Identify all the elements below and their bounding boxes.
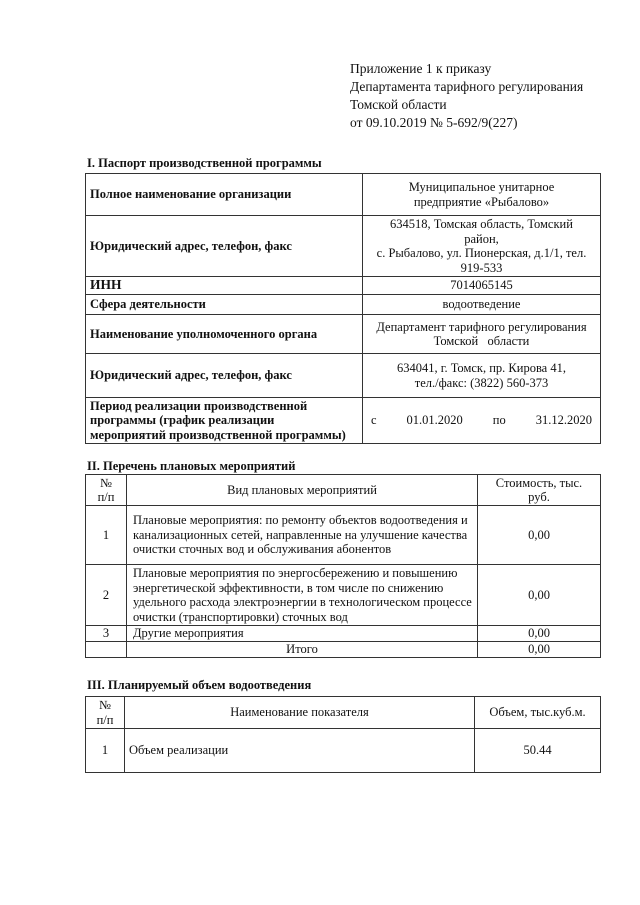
table-row: 1 Плановые мероприятия: по ремонту объектов водоотведения и канализационных сетей, направленные на улучшение качества очистки сточных вод и обслуживания абонентов 0,00 bbox=[86, 506, 601, 565]
row-label: ИНН bbox=[86, 277, 363, 295]
row-value: 634518, Томская область, Томский район, с. Рыбалово, ул. Пионерская, д.1/1, тел. 919-533 bbox=[363, 216, 601, 277]
order-reference bbox=[350, 60, 583, 132]
table-row: 2 Плановые мероприятия по энергосбережению и повышению энергетической эффективности, в том числе по снижению удельного расхода электроэнергии в технологическом процессе очистки (транспортировки) сточных вод 0,00 bbox=[86, 565, 601, 626]
row-label: Сфера деятельности bbox=[86, 295, 363, 315]
row-label: Юридический адрес, телефон, факс bbox=[86, 354, 363, 398]
table-row: 1 Объем реализации 50.44 bbox=[86, 729, 601, 773]
row-value: 634041, г. Томск, пр. Кирова 41, тел./факс: (3822) 560-373 bbox=[363, 354, 601, 398]
table-header-row: № п/п Вид плановых мероприятий Стоимость, тыс. руб. bbox=[86, 475, 601, 506]
table-row bbox=[86, 295, 601, 315]
table-row bbox=[86, 315, 601, 354]
row-value: Департамент тарифного регулирования Томской области bbox=[363, 315, 601, 354]
section-2-title: II. Перечень плановых мероприятий bbox=[87, 459, 296, 473]
row-value: 7014065145 bbox=[363, 277, 601, 295]
period-value: с 01.01.2020 по 31.12.2020 bbox=[363, 398, 601, 444]
total-row: Итого 0,00 bbox=[86, 642, 601, 658]
row-label: Полное наименование организации bbox=[86, 174, 363, 216]
section-3-title: III. Планируемый объем водоотведения bbox=[87, 678, 312, 692]
header-line: Департамента тарифного регулирования bbox=[350, 79, 584, 94]
table-header-row: № п/п Наименование показателя Объем, тыс.куб.м. bbox=[86, 697, 601, 729]
period-label: Период реализации производственной программы (график реализации мероприятий производственной программы) bbox=[86, 398, 363, 444]
section-1-title: I. Паспорт производственной программы bbox=[87, 156, 322, 170]
header-line: от 09.10.2019 № 5-692/9(227) bbox=[350, 115, 518, 130]
row-label: Наименование уполномоченного органа bbox=[86, 315, 363, 354]
row-label: Юридический адрес, телефон, факс bbox=[86, 216, 363, 277]
row-value: Муниципальное унитарное предприятие «Рыбалово» bbox=[363, 174, 601, 216]
passport-table bbox=[85, 173, 601, 444]
row-value: водоотведение bbox=[363, 295, 601, 315]
table-row bbox=[86, 174, 601, 216]
table-row: 3 Другие мероприятия 0,00 bbox=[86, 626, 601, 642]
header-line: Томской области bbox=[350, 97, 447, 112]
volume-table bbox=[85, 696, 601, 773]
measures-table bbox=[85, 474, 601, 658]
table-row bbox=[86, 216, 601, 277]
table-row bbox=[86, 277, 601, 295]
header-line: Приложение 1 к приказу bbox=[350, 61, 492, 76]
table-row bbox=[86, 354, 601, 398]
table-row bbox=[86, 398, 601, 444]
